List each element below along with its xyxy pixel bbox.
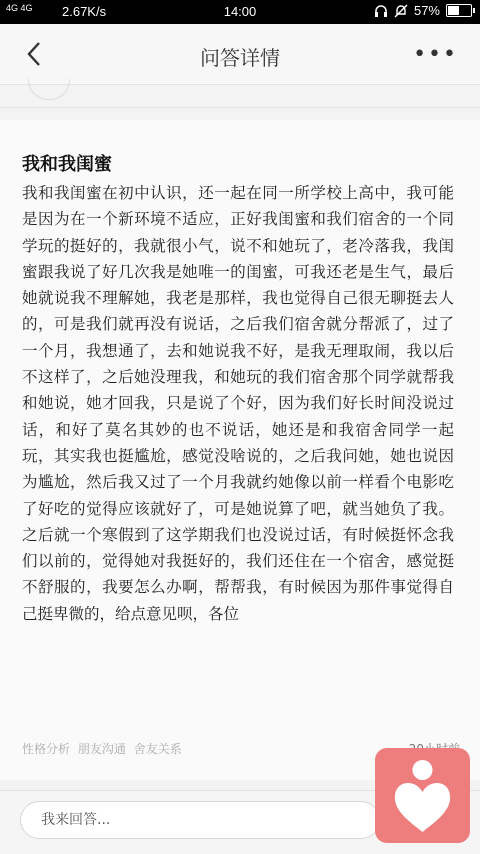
previous-section-peek — [0, 85, 480, 108]
answer-input[interactable]: 我来回答... — [20, 801, 380, 839]
page-title: 问答详情 — [200, 46, 280, 70]
signal-icon: 4G 4G — [6, 3, 33, 13]
network-speed: 2.67K/s — [62, 4, 107, 19]
heart-button[interactable] — [375, 748, 470, 843]
tag-link[interactable]: 朋友沟通 — [77, 742, 126, 756]
question-tags — [22, 740, 186, 757]
more-options-button[interactable]: ••• — [413, 42, 458, 67]
status-bar — [0, 0, 480, 24]
status-time: 14:00 — [223, 4, 257, 19]
battery-icon — [446, 4, 472, 17]
tag-link[interactable]: 舍友关系 — [133, 742, 182, 756]
navigation-bar — [0, 24, 480, 85]
question-title: 我和我闺蜜 — [22, 154, 112, 175]
battery-percent: 57% — [413, 3, 440, 18]
status-icons — [374, 3, 472, 18]
question-card — [0, 120, 480, 780]
avatar — [28, 79, 70, 100]
headset-icon — [374, 4, 388, 18]
heart-person-icon — [375, 748, 470, 843]
mute-bell-icon — [394, 4, 408, 18]
question-body: 我和我闺蜜在初中认识，还一起在同一所学校上高中，我可能是因为在一个新环境不适应，正好我闺蜜和我们宿舍的一个同学玩的挺好的，我就很小气，说不和她玩了，老冷落我，我闺蜜跟我说了好几次我是她唯一的闺蜜，可我还老是生气，最后她就说我不理解她，我老是那样，我也觉得自己很无聊挺去人的，可是我们就再没有说话，之后我们宿舍就分帮派了，过了一个月，我想通了，去和她说我不好，是我无理取闹，我以后不这样了，之后她没理我，和她玩的我们宿舍那个同学就帮我和她说，她才回我，只是说了个好，因为我们好长时间没说过话，和好了莫名其妙的也不说话，她还是和我宿舍同学一起玩，其实我也挺尴尬，感觉没啥说的，之后我问她，她也说因为尴尬，然后我又过了一个月我就约她像以前一样看个电影吃了好吃的觉得应该就好了，可是她说算了吧，就当她负了我。之后就一个寒假到了这学期我们也没说过话，有时候挺怀念我们以前的，觉得她对我挺好的，我们还住在一个宿舍，感觉挺不舒服的，我要怎么办啊，帮帮我，有时候因为那件事觉得自己挺卑微的，给点意见呗，各位 — [22, 184, 454, 623]
tag-link[interactable]: 性格分析 — [22, 742, 71, 756]
